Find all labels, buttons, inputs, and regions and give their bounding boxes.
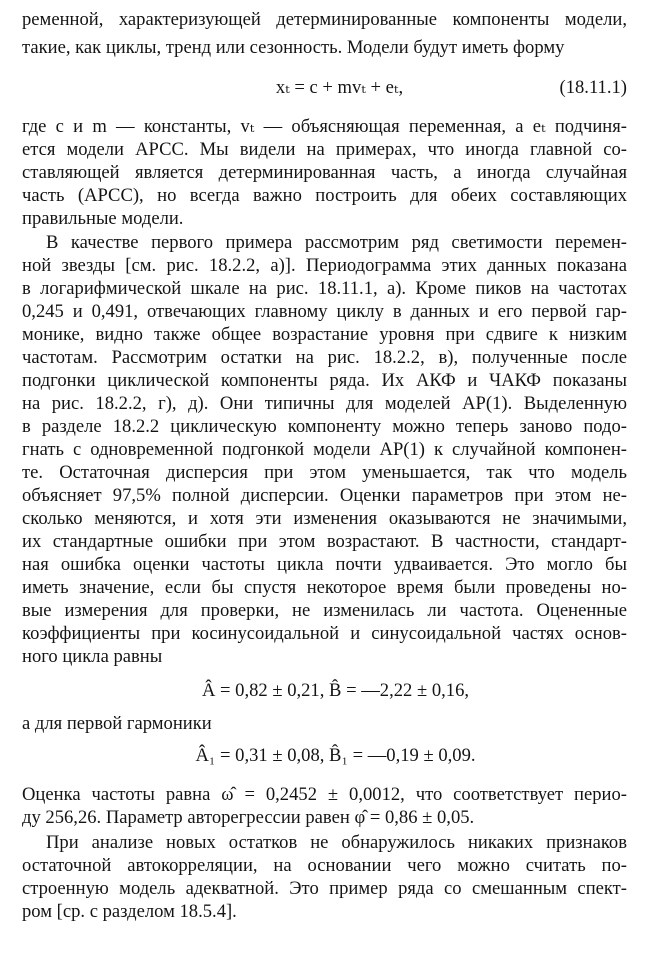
- text-line: часть (АРСС), но всегда важно построить для обеих составляющих: [22, 185, 627, 206]
- equation-formula: xₜ = c + mvₜ + eₜ,: [275, 77, 404, 98]
- text-line: ется модели АРСС. Мы видели на примерах, что иногда главной со-: [22, 139, 627, 160]
- text-line: Оценка частоты равна ω̂ = 0,2452 ± 0,0012, что соответствует перио-: [22, 784, 627, 805]
- text-line: ременной, характеризующей детерминированные компоненты модели,: [22, 9, 627, 30]
- text-line: остаточной автокорреляции, на основании чего можно считать по-: [22, 855, 627, 876]
- text-line: правильные модели.: [22, 208, 184, 229]
- text-line: сколько меняются, и хотя эти изменения оказываются не значимыми,: [22, 508, 627, 529]
- text-line: коэффициенты при косинусоидальной и синусоидальной частях основ-: [22, 623, 627, 644]
- text-line: ного цикла равны: [22, 646, 163, 667]
- text-line: на рис. 18.2.2, г), д). Они типичны для моделей АР(1). Выделенную: [22, 393, 627, 414]
- text-line: такие, как циклы, тренд или сезонность. Модели будут иметь форму: [22, 37, 565, 58]
- text-line: 0,245 и 0,491, отвечающих главному циклу в данных и его первой гар-: [22, 301, 627, 322]
- text-line: строенную модель адекватной. Это пример ряда со смешанным спект-: [22, 878, 627, 899]
- equation-harmonic-coefficients: [22, 745, 627, 767]
- text-line: объясняет 97,5% полной дисперсии. Оценки параметров при этом не-: [22, 485, 627, 506]
- text-line: гнать с одновременной подгонкой модели АР(1) к случайной компонен-: [22, 439, 627, 460]
- text-line: а для первой гармоники: [22, 713, 212, 734]
- text-line: ром [ср. с разделом 18.5.4].: [22, 901, 237, 922]
- text-line: в логарифмической шкале на рис. 18.11.1, а). Кроме пиков на частотах: [22, 278, 627, 299]
- text-line: ду 256,26. Параметр авторегрессии равен φ̂ = 0,86 ± 0,05.: [22, 807, 475, 828]
- text-line: ной звезды [см. рис. 18.2.2, а)]. Периодограмма этих данных показана: [22, 255, 627, 276]
- text-line: иметь значение, если бы спустя некоторое время были проведены но-: [22, 577, 627, 598]
- equation-cycle-coefficients: [22, 680, 627, 702]
- text-line: те. Остаточная дисперсия при этом уменьшается, так что модель: [22, 462, 627, 483]
- text-line: где c и m — константы, vₜ — объясняющая переменная, а eₜ подчиня-: [22, 116, 627, 137]
- text-line: вые измерения для проверки, не изменилась ли частота. Оцененные: [22, 600, 627, 621]
- text-line: ная ошибка оценки частоты цикла почти удваивается. Это могло бы: [22, 554, 627, 575]
- text-line: В качестве первого примера рассмотрим ряд светимости перемен-: [46, 232, 627, 253]
- text-line: их стандартные ошибки при этом возрастают. В частности, стандарт-: [22, 531, 627, 552]
- text-line: частотам. Рассмотрим остатки на рис. 18.2.2, в), полученные после: [22, 347, 627, 368]
- text-line: монике, видно также общее возрастание уровня при сдвиге к низким: [22, 324, 627, 345]
- equation-number: (18.11.1): [559, 77, 627, 98]
- equation-formula: Â₁ = 0,31 ± 0,08, B̂₁ = —0,19 ± 0,09.: [195, 745, 476, 766]
- text-line: ставляющей является детерминированная часть, а иногда случайная: [22, 162, 627, 183]
- equation-18-11-1: [22, 77, 627, 99]
- text-line: в разделе 18.2.2 циклическую компоненту можно теперь заново подо-: [22, 416, 627, 437]
- text-line: При анализе новых остатков не обнаружилось никаких признаков: [46, 832, 627, 853]
- text-line: подгонки циклической компоненты ряда. Их АКФ и ЧАКФ показаны: [22, 370, 627, 391]
- equation-formula: Â = 0,82 ± 0,21, B̂ = —2,22 ± 0,16,: [201, 680, 470, 701]
